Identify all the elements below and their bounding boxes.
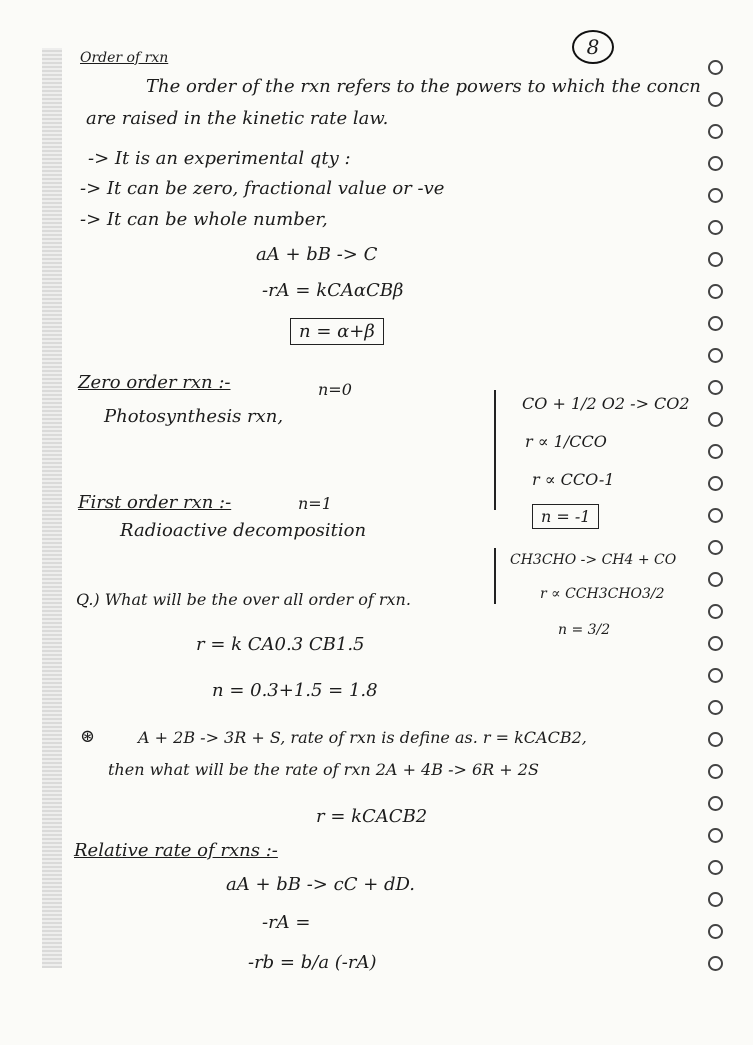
- hole-icon: [708, 860, 723, 875]
- hole-icon: [708, 604, 723, 619]
- hole-icon: [708, 412, 723, 427]
- relative-rate-title: Relative rate of rxns :-: [74, 840, 278, 861]
- side-note-line: n = 3/2: [558, 622, 611, 638]
- side-note-line: CO + 1/2 O2 -> CO2: [522, 394, 690, 413]
- hole-icon: [708, 124, 723, 139]
- hole-icon: [708, 444, 723, 459]
- hole-icon: [708, 892, 723, 907]
- hole-icon: [708, 828, 723, 843]
- side-note-divider: [494, 548, 496, 604]
- zero-order-n: n=0: [318, 380, 352, 399]
- hole-icon: [708, 220, 723, 235]
- paragraph-line-2: are raised in the kinetic rate law.: [86, 108, 389, 129]
- hole-icon: [708, 572, 723, 587]
- margin-shading: [42, 48, 62, 968]
- zero-order-title: Zero order rxn :-: [78, 372, 231, 393]
- question-2-answer: r = kCACB2: [316, 806, 428, 827]
- hole-icon: [708, 476, 723, 491]
- hole-icon: [708, 284, 723, 299]
- heading-top: Order of rxn: [80, 50, 169, 66]
- hole-icon: [708, 316, 723, 331]
- hole-icon: [708, 252, 723, 267]
- hole-icon: [708, 764, 723, 779]
- first-order-example: Radioactive decomposition: [120, 520, 367, 541]
- page-number: 8: [572, 30, 614, 64]
- equation-reaction: aA + bB -> C: [256, 244, 378, 265]
- binder-holes: [701, 60, 731, 990]
- relative-rate-equation: aA + bB -> cC + dD.: [226, 874, 416, 895]
- hole-icon: [708, 348, 723, 363]
- side-note-line: r ∝ CCO-1: [532, 470, 615, 489]
- equation-rate-law: -rA = kCAαCBβ: [262, 280, 404, 301]
- equation-order-boxed: n = α+β: [290, 318, 384, 345]
- hole-icon: [708, 956, 723, 971]
- question-1-rate: r = k CA0.3 CB1.5: [196, 634, 365, 655]
- hole-icon: [708, 668, 723, 683]
- hole-icon: [708, 188, 723, 203]
- hole-icon: [708, 92, 723, 107]
- hole-icon: [708, 156, 723, 171]
- first-order-n: n=1: [298, 494, 332, 513]
- side-note-divider: [494, 390, 496, 510]
- question-2-line-2: then what will be the rate of rxn 2A + 4B -> 6R + 2S: [108, 760, 539, 779]
- side-note-line: r ∝ CCH3CHO3/2: [540, 586, 665, 602]
- hole-icon: [708, 636, 723, 651]
- relative-rate-line: -rA =: [262, 912, 311, 933]
- hole-icon: [708, 380, 723, 395]
- hole-icon: [708, 796, 723, 811]
- side-note-line: CH3CHO -> CH4 + CO: [510, 552, 677, 568]
- question-2-line-1: A + 2B -> 3R + S, rate of rxn is define as. r = kCACB2,: [138, 728, 587, 747]
- hole-icon: [708, 540, 723, 555]
- side-note-boxed: n = -1: [532, 504, 599, 529]
- question-1: Q.) What will be the over all order of rxn.: [76, 590, 411, 609]
- question-1-answer: n = 0.3+1.5 = 1.8: [212, 680, 378, 701]
- zero-order-example: Photosynthesis rxn,: [104, 406, 284, 427]
- hole-icon: [708, 60, 723, 75]
- relative-rate-line: -rb = b/a (-rA): [248, 952, 377, 973]
- bullet-item: -> It is an experimental qty :: [88, 148, 351, 169]
- bullet-item: -> It can be zero, fractional value or -ve: [80, 178, 445, 199]
- bullet-item: -> It can be whole number,: [80, 209, 328, 230]
- paragraph-line-1: The order of the rxn refers to the powers to which the concn: [146, 76, 701, 97]
- hole-icon: [708, 700, 723, 715]
- hole-icon: [708, 508, 723, 523]
- question-mark-icon: ⊛: [80, 726, 96, 747]
- first-order-title: First order rxn :-: [78, 492, 232, 513]
- hole-icon: [708, 924, 723, 939]
- hole-icon: [708, 732, 723, 747]
- side-note-line: r ∝ 1/CCO: [525, 432, 607, 451]
